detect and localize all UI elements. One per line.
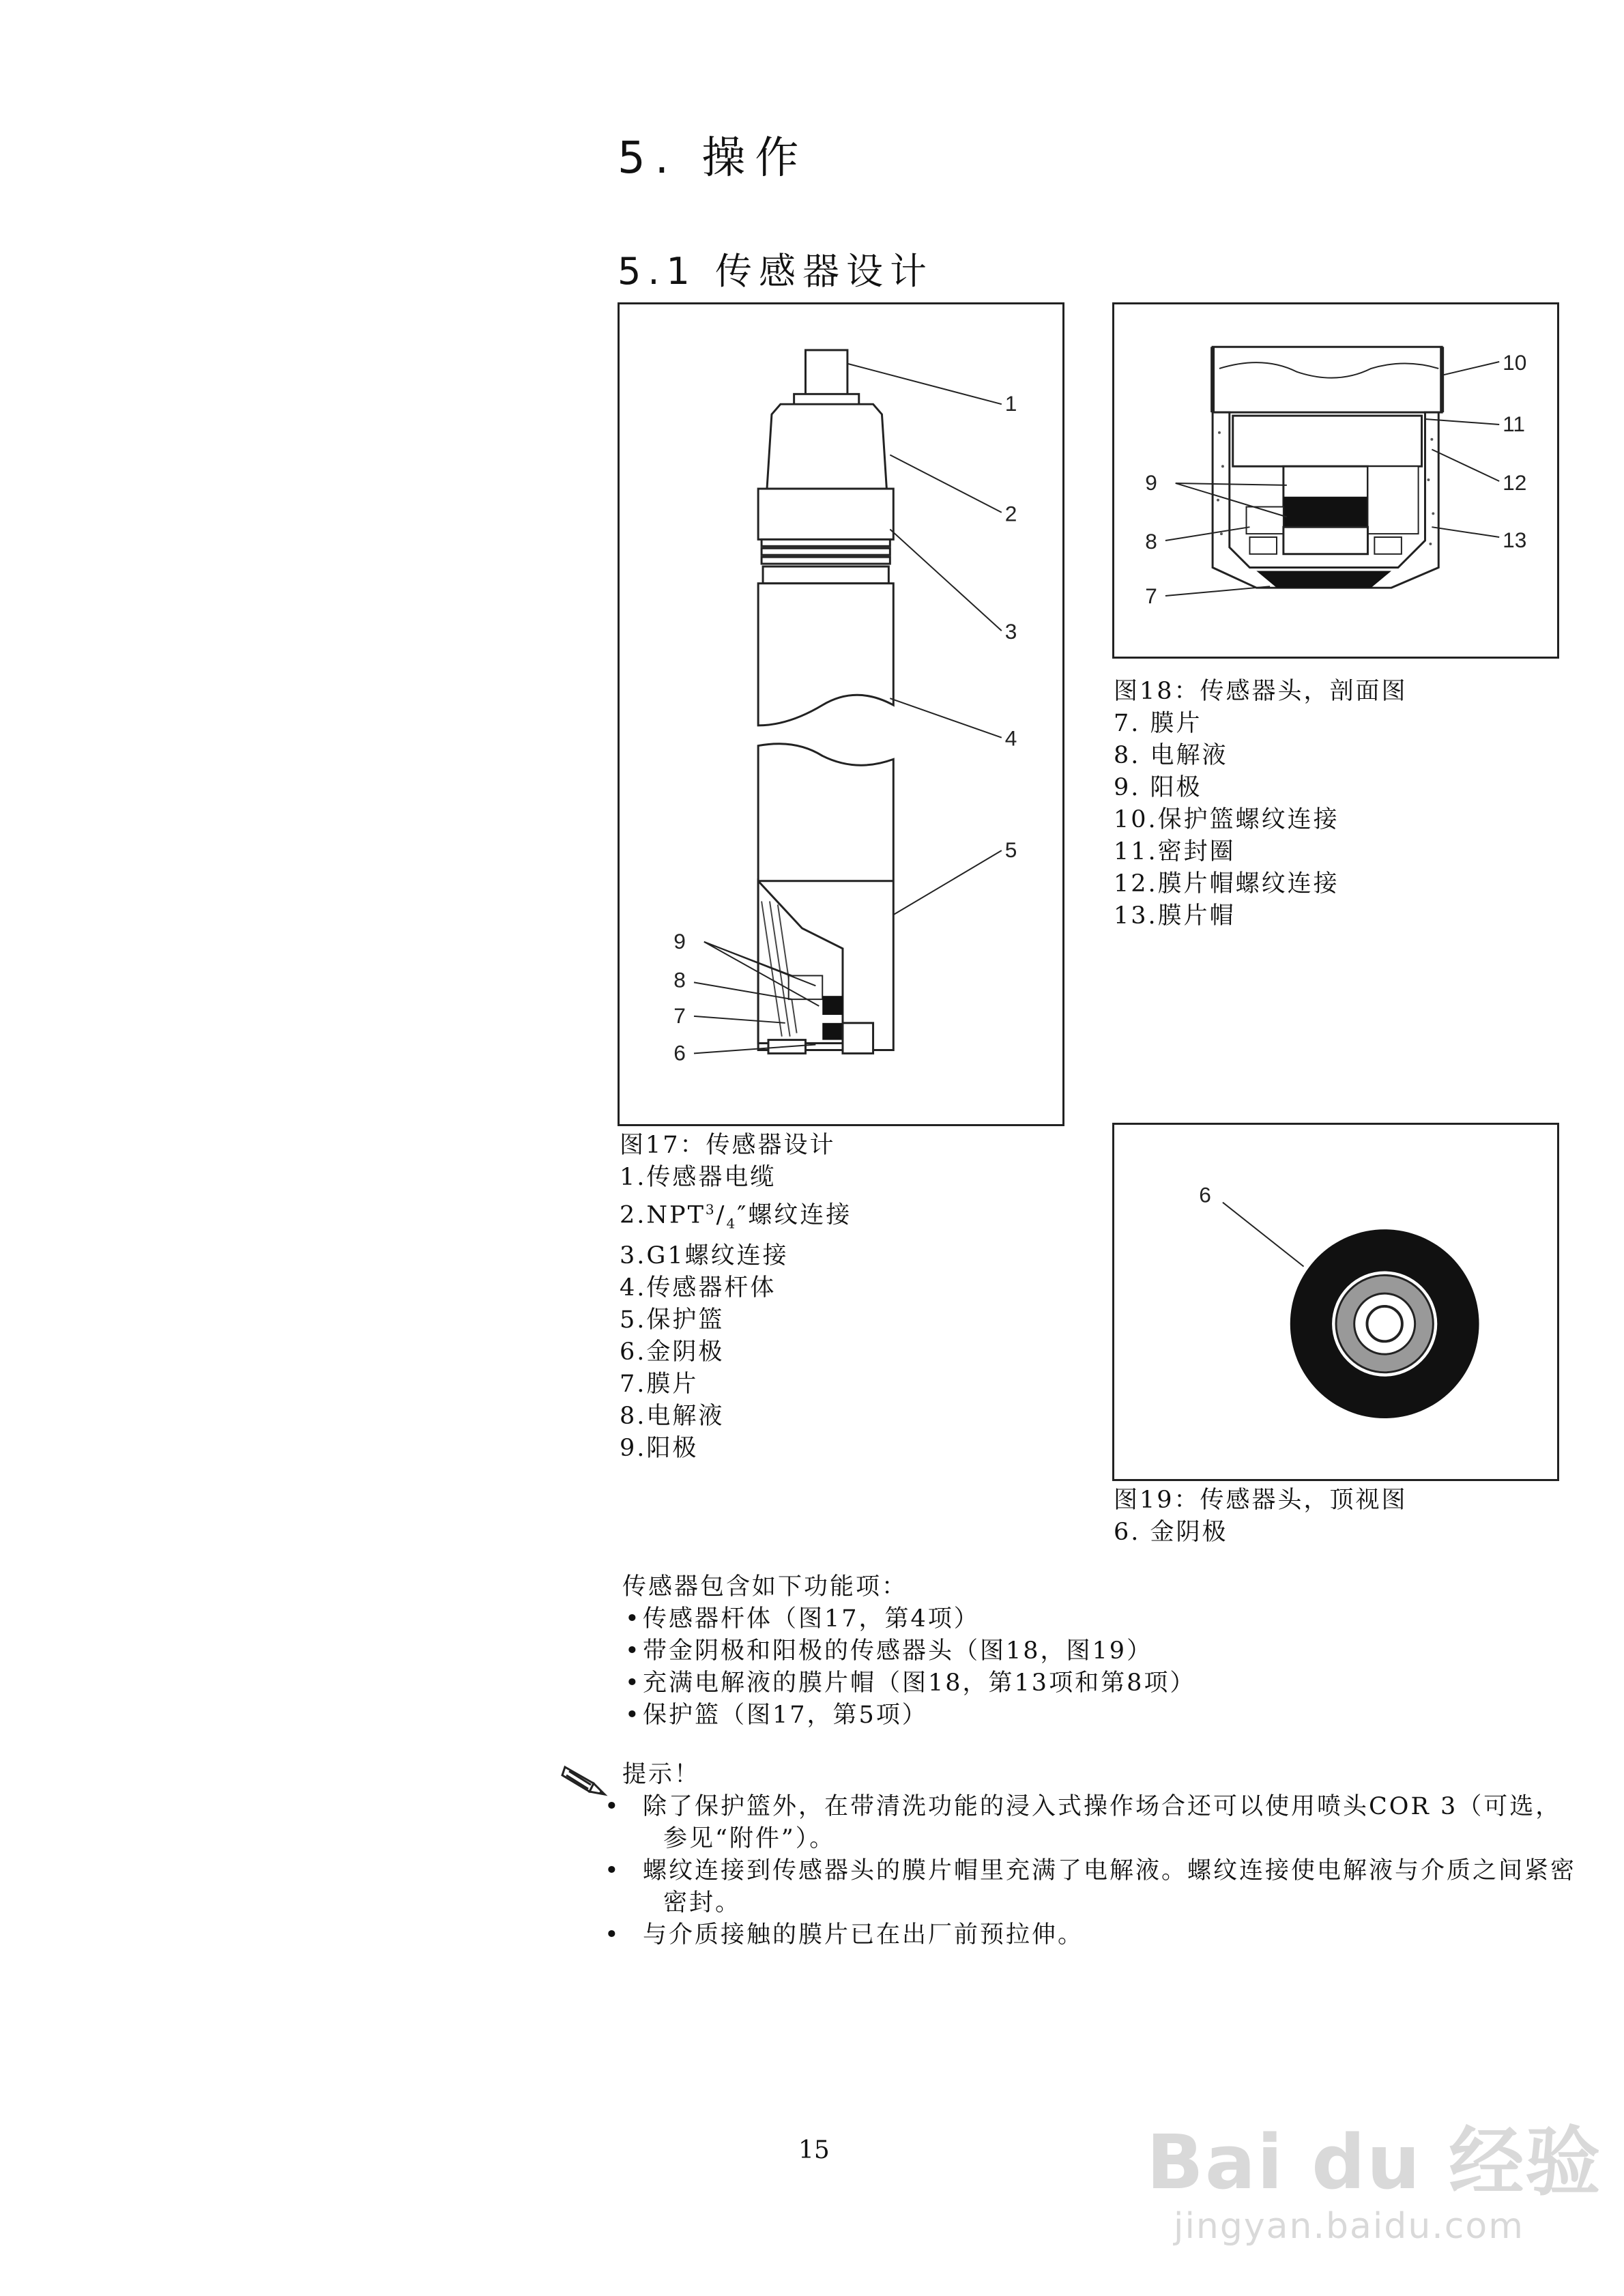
npt-label: 2.NPT xyxy=(620,1201,706,1229)
figure-18-item: 10.保护篮螺纹连接 xyxy=(1114,806,1339,833)
figure-17-item: 5.保护篮 xyxy=(620,1306,725,1334)
figure-18-sensor-head-section xyxy=(1112,302,1559,659)
hint-item: • 与介质接触的膜片已在出厂前预拉伸。 xyxy=(622,1919,1584,1951)
figure-17-title: 图17：传感器设计 xyxy=(620,1132,836,1159)
figure-18-item: 7. 膜片 xyxy=(1114,710,1202,737)
feature-item: • 传感器杆体（图17，第4项） xyxy=(622,1603,1564,1635)
figure-17-item: 6.金阴极 xyxy=(620,1338,725,1366)
figure-17-sensor-design xyxy=(618,302,1064,1126)
hint-item: • 螺纹连接到传感器头的膜片帽里充满了电解液。螺纹连接使电解液与介质之间紧密密封。 xyxy=(622,1855,1584,1919)
callout-8: 8 xyxy=(1145,528,1157,554)
callout-4: 4 xyxy=(1004,726,1017,751)
callout-12: 12 xyxy=(1503,470,1527,495)
callout-11: 11 xyxy=(1503,411,1525,436)
figure-17-item-npt xyxy=(620,1194,852,1240)
intro-text: 传感器包含如下功能项： xyxy=(622,1573,908,1601)
npt-slash: / xyxy=(716,1201,727,1229)
sensor-head-top-drawing xyxy=(1114,1125,1557,1479)
feature-section xyxy=(622,1571,1564,1732)
figure-19-caption xyxy=(1114,1484,1408,1549)
callout-6: 6 xyxy=(1199,1182,1211,1207)
figure-17-item: 1.传感器电缆 xyxy=(620,1164,777,1191)
pencil-note-icon xyxy=(561,1757,609,1797)
callout-1: 1 xyxy=(1004,391,1017,416)
figure-18-item: 8. 电解液 xyxy=(1114,742,1228,769)
sensor-head-section-drawing xyxy=(1114,304,1557,657)
figure-17-item: 7.膜片 xyxy=(620,1370,699,1398)
npt-sup: 3 xyxy=(705,1201,716,1218)
callout-7: 7 xyxy=(673,1003,686,1028)
feature-item: • 保护篮（图17，第5项） xyxy=(622,1699,1564,1732)
hint-item: • 除了保护篮外，在带清洗功能的浸入式操作场合还可以使用喷头COR 3（可选，参见“附件”）。 xyxy=(622,1791,1584,1855)
figure-18-item: 11.密封圈 xyxy=(1114,838,1236,865)
figure-18-item: 12.膜片帽螺纹连接 xyxy=(1114,870,1339,898)
watermark-logo-text: Bai du 经验 xyxy=(1146,2119,1602,2206)
figure-19-title: 图19：传感器头，顶视图 xyxy=(1114,1487,1408,1514)
callout-10: 10 xyxy=(1503,349,1527,375)
callout-9: 9 xyxy=(673,928,686,953)
figure-18-title: 图18：传感器头，剖面图 xyxy=(1114,678,1408,705)
figure-17-item: 3.G1螺纹连接 xyxy=(620,1242,789,1269)
figure-18-caption xyxy=(1114,676,1408,932)
figure-18-item: 13.膜片帽 xyxy=(1114,902,1236,930)
callout-8: 8 xyxy=(673,967,686,992)
feature-item: • 充满电解液的膜片帽（图18，第13项和第8项） xyxy=(622,1667,1564,1699)
watermark-url: jingyan.baidu.com xyxy=(1174,2206,1524,2247)
section-heading: 5.1 传感器设计 xyxy=(618,250,934,293)
figure-17-caption xyxy=(620,1130,852,1465)
callout-13: 13 xyxy=(1503,527,1527,552)
hint-section xyxy=(622,1759,1577,1951)
callout-5: 5 xyxy=(1004,837,1017,863)
page-number: 15 xyxy=(798,2136,830,2164)
watermark xyxy=(1146,2102,1601,2247)
feature-item: • 带金阴极和阳极的传感器头（图18，图19） xyxy=(622,1635,1564,1667)
figure-17-item: 9.阳极 xyxy=(620,1434,699,1462)
figure-18-item: 9. 阳极 xyxy=(1114,774,1202,801)
callout-3: 3 xyxy=(1004,619,1017,644)
npt-sub: 4 xyxy=(726,1215,738,1232)
callout-9: 9 xyxy=(1145,470,1157,495)
sensor-drawing xyxy=(620,304,1062,1124)
callout-2: 2 xyxy=(1004,501,1017,526)
figure-17-item: 8.电解液 xyxy=(620,1402,725,1430)
npt-rest: ″螺纹连接 xyxy=(737,1201,852,1229)
figure-19-item: 6. 金阴极 xyxy=(1114,1519,1228,1546)
callout-7: 7 xyxy=(1145,583,1157,608)
chapter-heading: 5. 操作 xyxy=(618,133,809,184)
hint-title: 提示！ xyxy=(622,1761,701,1788)
callout-6: 6 xyxy=(673,1040,686,1065)
figure-19-sensor-head-top xyxy=(1112,1123,1559,1481)
figure-17-item: 4.传感器杆体 xyxy=(620,1274,777,1302)
